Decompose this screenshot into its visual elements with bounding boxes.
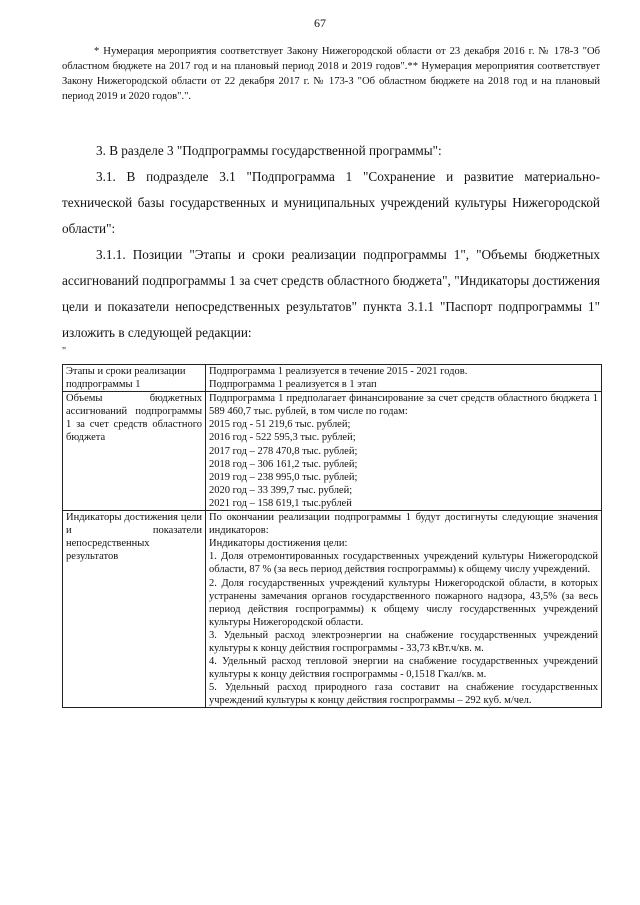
section-heading <box>62 138 600 164</box>
row-label: Объемы бюджетных ассигнований подпрограммы 1 за счет средств областного бюджета <box>63 392 206 511</box>
paragraph: 3.1.1. Позиции "Этапы и сроки реализации подпрограммы 1", "Объемы бюджетных ассигнований подпрограммы 1 за счет средств областного бюджета", "Индикаторы достижения цели и показатели непосредственных результатов" пункта 3.1.1 "Паспорт подпрограммы 1" изложить в следующей редакции: <box>62 247 600 340</box>
indicator-item: 5. Удельный расход природного газа составит на снабжение государственных учреждений культуры к концу действия госпрограммы – 292 куб. м/чел. <box>209 682 598 707</box>
opening-quote: " <box>62 346 67 357</box>
paragraph: 3. В разделе 3 "Подпрограммы государственной программы": <box>96 143 442 158</box>
indicator-item: 4. Удельный расход тепловой энергии на снабжение государственных учреждений культуры к концу действия госпрограммы - 0,1518 Гкал/кв. м. <box>209 656 598 681</box>
row-value <box>206 511 602 708</box>
page-number: 67 <box>314 16 326 30</box>
footnotes <box>62 44 600 104</box>
cell-line: По окончании реализации подпрограммы 1 будут достигнуты следующие значения индикаторов: <box>209 512 598 537</box>
row-label: Индикаторы достижения цели и показатели непосредственных результатов <box>63 511 206 708</box>
paragraph: 3.1. В подразделе 3.1 "Подпрограмма 1 "Сохранение и развитие материально- технической базы государственных и муниципальных учреждений культуры Нижегородской области": <box>62 169 600 236</box>
indicator-item: 2. Доля государственных учреждений культуры Нижегородской области, в которых устранены замечания органов государственного пожарного надзора, 43,5% (за весь период действия госпрограммы) к общему числу государственных учреждений культуры Нижегородской области. <box>209 577 598 628</box>
year-line: 2016 год - 522 595,3 тыс. рублей; <box>209 432 356 444</box>
cell-line: Подпрограмма 1 реализуется в течение 2015 - 2021 годов. <box>209 366 468 377</box>
year-line: 2021 год – 158 619,1 тыс.рублей <box>209 497 352 509</box>
cell-line: Индикаторы достижения цели: <box>209 538 348 550</box>
table-row <box>63 365 602 392</box>
instruction-paragraph <box>62 242 600 346</box>
year-line: 2019 год – 238 995,0 тыс. рублей; <box>209 471 358 483</box>
row-value <box>206 365 602 392</box>
subsection-heading <box>62 164 600 242</box>
row-value <box>206 392 602 511</box>
cell-line: Подпрограмма 1 реализуется в 1 этап <box>209 379 377 391</box>
cell-line: Подпрограмма 1 предполагает финансирование за счет средств областного бюджета 1 589 460,7 тыс. рублей, в том числе по годам: <box>209 393 598 418</box>
indicator-item: 3. Удельный расход электроэнергии на снабжение государственных учреждений культуры к концу действия госпрограммы - 33,73 кВт.ч/кв. м. <box>209 629 598 654</box>
table-row <box>63 511 602 708</box>
year-line: 2015 год - 51 219,6 тыс. рублей; <box>209 419 351 431</box>
indicator-item: 1. Доля отремонтированных государственных учреждений культуры Нижегородской области, 87 % (за весь период действия госпрограммы) к общему числу учреждений. <box>209 551 598 576</box>
passport-table <box>62 364 602 708</box>
year-line: 2017 год – 278 470,8 тыс. рублей; <box>209 445 358 457</box>
year-line: 2018 год – 306 161,2 тыс. рублей; <box>209 458 358 470</box>
year-line: 2020 год – 33 399,7 тыс. рублей; <box>209 484 353 496</box>
footnote: * Нумерация мероприятия соответствует Закону Нижегородской области от 23 декабря 2016 г. № 178-З "Об областном бюджете на 2017 год и на плановый период 2018 и 2019 годов".** Нумерация мероприятия соответствует Закону Нижегородской области от 22 декабря 2017 г. № 173-З "Об областном бюджете на 2018 год и на плановый период 2019 и 2020 годов".". <box>62 46 600 102</box>
table-row <box>63 392 602 511</box>
row-label: Этапы и сроки реализации подпрограммы 1 <box>63 365 206 392</box>
